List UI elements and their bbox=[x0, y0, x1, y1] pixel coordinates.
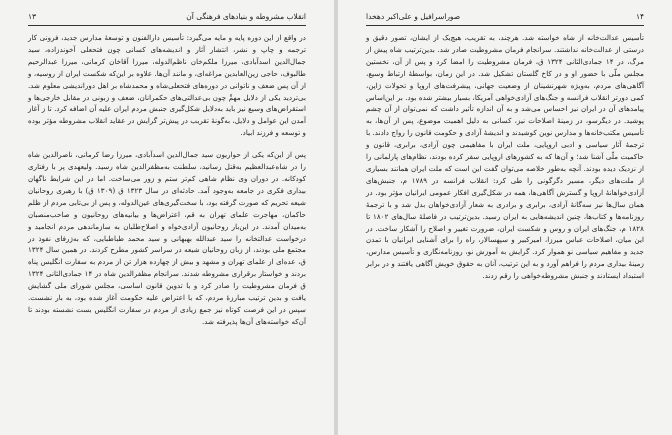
right-page bbox=[338, 0, 672, 435]
header-rule bbox=[28, 25, 306, 26]
header-rule bbox=[366, 25, 644, 26]
left-page-header bbox=[28, 11, 306, 23]
right-page-body bbox=[366, 32, 644, 282]
left-page-body bbox=[28, 32, 306, 328]
running-title: انقلاب مشروطه و بنیادهای فرهنگی آن bbox=[186, 12, 306, 21]
running-title: صوراسرافیل و علی‌اکبر دهخدا bbox=[366, 12, 461, 21]
page-number: ۱۳ bbox=[28, 12, 37, 21]
right-page-header bbox=[366, 11, 644, 23]
paragraph: تأسیس عدالت‌خانه از شاه خواسته شد. هرچند، به تقریب، هیچ‌یک از ایشان، تصور دقیق و درستی از عدالت‌خانه نداشتند. سرانجام فرمان مشروطیت صادر شد. بدین‌ترتیب شاه پیش از مرگ، در ۱۴ جمادی‌الثانی ۱۳۲۴ ق، فرمان مشروطیت را امضا کرد و پس از آن، نخستین مجلس ملّی با حضور او و در کاخ گلستان تشکیل شد. در این زمان، بواسطهٔ ارتباط وسیع، آگاهی‌های مردم، به‌ویژه شهرنشینان از وضعیت جهانی، پیشرفت‌های اروپا و تحولات ژاپن، کمی دورتر انقلاب فرانسه و جنگ‌های آزادی‌خواهی آمریکا، بسیار بیشتر شده بود. بر این‌اساس پیامدهای آن در ایران نیز احساس می‌شد و به آن اندازه تأثیر داشت که نمی‌توان از آن چشم پوشید. در دیگرسو، در زمینهٔ اصلاحات نیز، کسانی به دلیل اهمیت موضوع، پس از آن‌ها، به تأسیس مکتب‌خانه‌ها و مدارس نوین کوشیدند و اندیشهٔ آزادی و حکومت قانون را رواج دادند. با ترجمهٔ آثار سیاسی و ادبی اروپایی، ملت ایران با مفاهیمی چون آزادی، برابری، قانون و حاکمیت ملّی آشنا شد؛ و آن‌ها که به کشورهای اروپایی سفر کرده بودند، نظام‌های پارلمانی را از نزدیک دیده بودند. آنچه به‌طور خلاصه می‌توان گفت این است که ملت ایران همانند بسیاری از ملت‌های دیگر، مسیر دگرگونی را طی کرد: انقلاب فرانسه در ۱۷۸۹ م، جنبش‌های آزادی‌خواهانهٔ اروپا و گسترش آگاهی‌ها، همه در شکل‌گیری افکار عمومی ایرانیان مؤثر بود. در همان سال‌ها نیز سه‌گانهٔ آزادی، برابری و برادری به شعار آزادی‌خواهان بدل شد و با ترجمهٔ روزنامه‌ها و کتاب‌ها، چنین اندیشه‌هایی به ایران رسید. بدین‌ترتیب در فاصلهٔ سال‌های ۱۸۰۲ تا ۱۸۲۸ م، جنگ‌های ایران و روس و شکست ایران، ضرورت تغییر و اصلاح را آشکار ساخت. در این میان، اصلاحات عباس میرزا، امیرکبیر و سپهسالار، راه را برای آشنایی ایرانیان با تمدن جدید و مفاهیم سیاسی نو هموار کرد. گرایش به آموزش نو، روزنامه‌نگاری و تأسیس مدارس، زمینهٔ بیداری مردم را فراهم آورد و به این ترتیب، آنان به حقوق خویش آگاهی یافتند و در برابر استبداد ایستادند و جنبش مشروطه‌خواهی را رقم زدند. bbox=[366, 33, 644, 281]
page-number: ۱۴ bbox=[635, 12, 644, 21]
left-page bbox=[0, 0, 334, 435]
paragraph: در واقع از این دوره پایه و مایه می‌گیرد: تأسیس دارالفنون و توسعهٔ مدارس جدید، فرونی کار ترجمه و چاپ و نشر، انتشار آثار و اندیشه‌های کسانی چون فتحعلی آخوندزاده، سید جمال‌الدین اسدآبادی، میرزا ملکم‌خان ناظم‌الدوله، میرزا آقاخان کرمانی، میرزا عبدالرحیم طالبوف، حاجی زین‌العابدین مراغه‌ای، و مانند آن‌ها. علاوه بر این‌که شکست ایران از روسیه، و از آن پس ضعف و ناتوانی در دوره‌های فتحعلی‌شاه و محمدشاه بر اهل دوراندیشی معلوم شد. بی‌تردید یکی از دلایل مهمِّ چون بی‌عدالتی‌های حکمرانان، ضعف و زبونی در مقابل خارجی‌ها و استقراض‌های وسیع نیز باید به‌دلایل شکل‌گیری جنبش مردم ایران علیه آن اضافه کرد. تا ز آغاز آمدن این عوامل و دلایل، به‌گونهٔ تقریب در پیش‌تر گرایش در عقاید انقلاب مشروطه مؤثر بوده و توسعه و فرزند ابیاد. bbox=[28, 33, 306, 138]
paragraph: پس از این‌که یکی از حواریون سید جمال‌الدین اسدآبادی، میرزا رضا کرمانی، ناصرالدین شاه را در شاه‌عبدالعظیم به‌قتل رسانید، سلطنت به‌مظفرالدین شاه رسید. ولیعهدی پر با رفتاری کودکانه. در دوران وی نظام شاهی کم‌تر ستم و زور می‌ساخت. اما در این شرایط ناگهان بیداری فکری در جامعه به‌وجود آمد. حادثه‌ای در سال ۱۳۲۳ ق (۱۳۰۹ ق) با رهبری روحانیان شیعه تحریم که صورت گرفته بود، با سخت‌گیری‌های عین‌الدوله، و پس از بی‌تابی مردم از ظلم حاکمان، مهاجرت علمای تهران به قم، اعتراض‌ها و بیانیه‌های روحانیون و صاحب‌منصبان به‌میدان آمدند. در این‌بار روحانیون آزادی‌خواه و اصلاح‌طلبان به سازماندهی مردم انجامید و درخواست عدالتخانه را سید عبدالله بهبهانی و سید محمد طباطبایی، که به‌ژرفای نفوذ در مجتمع ملی بودند، از زبان روحانیان شیعه در سراسر کشور مطرح کردند. در همین سال ۱۳۲۴ ق، عده‌ای از علمای تهران و مشهد و بیش از چهارده هزار تن از مردم به سفارت انگلیس پناه بردند و خواستار برقراری مشروطه شدند. سرانجام مظفرالدین شاه در ۱۴ جمادی‌الثانی ۱۳۲۴ ق فرمان مشروطیت را صادر کرد و با تدوین قانون اساسی، مجلس شورای ملی گشایش یافت و بدین ترتیب مبارزهٔ مردم، که با اعتراض علیه حکومت آغاز شده بود، به بار نشست. سپس در این فرصت کوتاه نیز جمع زیادی از مردم در سفارت انگلیس بست نشسته بودند تا آن‌که خواسته‌های آن‌ها پذیرفته شد. bbox=[28, 150, 307, 326]
